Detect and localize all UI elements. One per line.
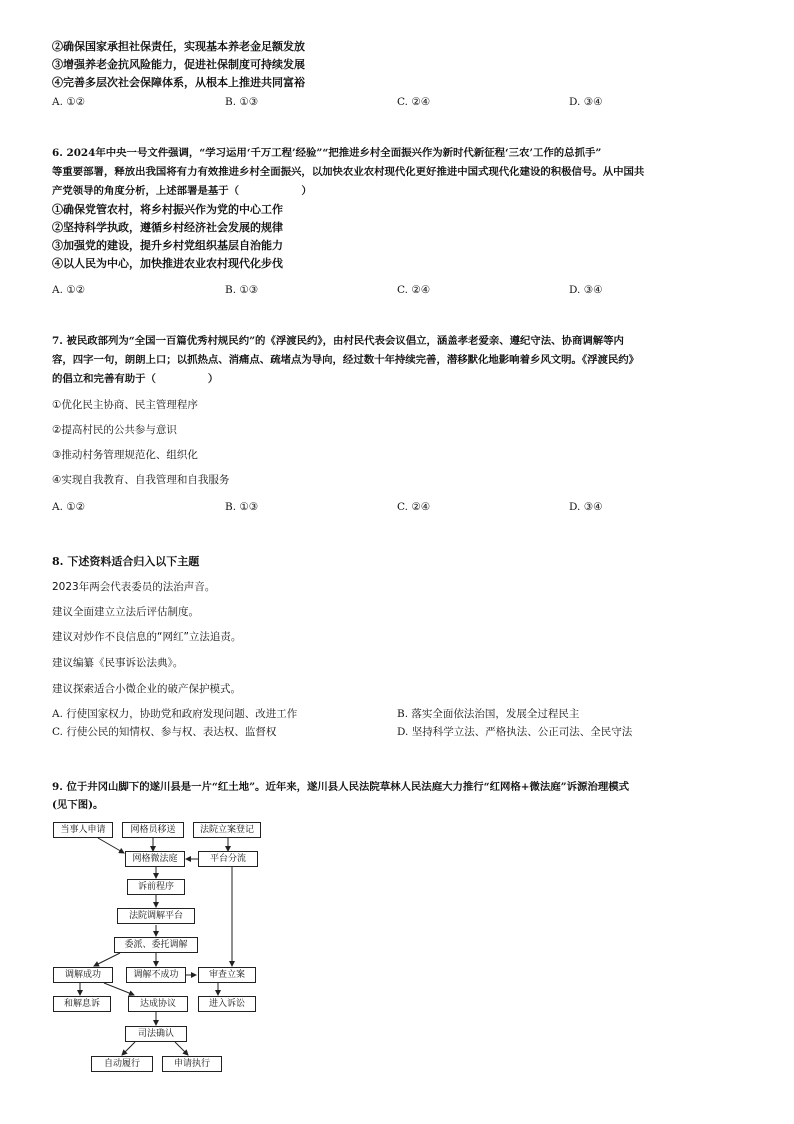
q5-item-3: ③增强养老金抗风险能力，促进社保制度可持续发展 — [52, 58, 305, 71]
q5-option-a: A. ①② — [52, 96, 86, 108]
q5-option-d: D. ③④ — [569, 96, 603, 108]
q7-item-4: ④实现自我教育、自我管理和自我服务 — [52, 474, 230, 486]
q8-option-c: C. 行使公民的知情权、参与权、表达权、监督权 — [52, 726, 277, 738]
flow-box-agreement: 达成协议 — [128, 996, 188, 1012]
q7-option-c: C. ②④ — [397, 501, 431, 513]
q8-material-5: 建议探索适合小微企业的破产保护模式。 — [52, 683, 241, 695]
q6-item-1: ①确保党管农村，将乡村振兴作为党的中心工作 — [52, 203, 283, 216]
q5-item-2: ②确保国家承担社保责任，实现基本养老金足额发放 — [52, 40, 305, 53]
flow-box-voluntary-performance: 自动履行 — [91, 1056, 153, 1072]
q8-material-1: 2023年两会代表委员的法治声音。 — [52, 581, 216, 593]
q7-option-d: D. ③④ — [569, 501, 603, 513]
flow-box-platform-dispatch: 平台分流 — [198, 851, 258, 867]
flow-box-litigation: 进入诉讼 — [198, 996, 256, 1012]
q8-option-b: B. 落实全面依法治国，发展全过程民主 — [397, 708, 580, 720]
q6-item-2: ②坚持科学执政，遵循乡村经济社会发展的规律 — [52, 221, 283, 234]
q7-option-a: A. ①② — [52, 501, 86, 513]
q7-item-3: ③推动村务管理规范化、组织化 — [52, 449, 198, 461]
flow-box-court-registration: 法院立案登记 — [193, 822, 261, 838]
flow-box-applicant: 当事人申请 — [53, 822, 113, 838]
q6-option-a: A. ①② — [52, 284, 86, 296]
flow-box-grid-worker: 网格员移送 — [122, 822, 184, 838]
flow-box-judicial-confirmation: 司法确认 — [125, 1026, 187, 1042]
flow-box-case-review: 审查立案 — [198, 967, 256, 983]
flow-box-apply-enforcement: 申请执行 — [162, 1056, 222, 1072]
q8-option-a: A. 行使国家权力，协助党和政府发现问题、改进工作 — [52, 708, 298, 720]
q7-stem-line-1: 7. 被民政部列为“全国一百篇优秀村规民约”的《浮渡民约》，由村民代表会议倡立，涵盖孝老爱亲、遵纪守法、协商调解等内 — [52, 335, 624, 347]
q7-item-1: ①优化民主协商、民主管理程序 — [52, 399, 198, 411]
q5-option-c: C. ②④ — [397, 96, 431, 108]
q5-item-4: ④完善多层次社会保障体系，从根本上推进共同富裕 — [52, 76, 305, 89]
q6-option-b: B. ①③ — [225, 284, 259, 296]
q7-option-b: B. ①③ — [225, 501, 259, 513]
q6-stem-line-3: 产党领导的角度分析，上述部署是基于（ ） — [52, 185, 312, 197]
q6-stem-line-2: 等重要部署，释放出我国将有力有效推进乡村全面振兴，以加快农业农村现代化更好推进中国式现代化建设的积极信号。从中国共 — [52, 166, 645, 178]
flow-box-delegated-mediation: 委派、委托调解 — [114, 937, 198, 953]
flow-box-mediation-platform: 法院调解平台 — [117, 908, 195, 924]
q7-stem-line-2: 容，四字一句，朗朗上口；以抓热点、消痛点、疏堵点为导向，经过数十年持续完善，潜移默化地影响着乡风文明。《浮渡民约》 — [52, 354, 640, 366]
q7-stem-line-3: 的倡立和完善有助于（ ） — [52, 373, 219, 385]
q6-item-4: ④以人民为中心，加快推进农业农村现代化步伐 — [52, 257, 283, 270]
q6-option-d: D. ③④ — [569, 284, 603, 296]
flow-box-mediation-success: 调解成功 — [53, 967, 113, 983]
q9-stem-line-2: (见下图)。 — [52, 799, 104, 811]
q6-option-c: C. ②④ — [397, 284, 431, 296]
flow-box-pre-litigation: 诉前程序 — [127, 879, 185, 895]
q8-option-d: D. 坚持科学立法、严格执法、公正司法、全民守法 — [397, 726, 633, 738]
flow-box-mediation-failed: 调解不成功 — [126, 967, 186, 983]
q8-stem: 8. 下述资料适合归入以下主题 — [52, 555, 200, 568]
q6-stem-line-1: 6. 2024年中央一号文件强调，“学习运用‘千万工程’经验”“把推进乡村全面振兴作为新时代新征程‘三农’工作的总抓手” — [52, 147, 602, 159]
q9-stem-line-1: 9. 位于井冈山脚下的遂川县是一片“红土地”。近年来，遂川县人民法院草林人民法庭大力推行“红网格+微法庭”诉源治理模式 — [52, 781, 629, 793]
q5-option-b: B. ①③ — [225, 96, 259, 108]
flow-box-settlement: 和解息诉 — [53, 996, 111, 1012]
q6-item-3: ③加强党的建设，提升乡村党组织基层自治能力 — [52, 239, 283, 252]
q7-item-2: ②提高村民的公共参与意识 — [52, 424, 177, 436]
q8-material-2: 建议全面建立立法后评估制度。 — [52, 606, 199, 618]
q8-material-3: 建议对炒作不良信息的“网红”立法追责。 — [52, 631, 242, 643]
q8-material-4: 建议编纂《民事诉讼法典》。 — [52, 657, 184, 669]
flow-box-grid-micro-court: 网格微法庭 — [125, 851, 185, 867]
